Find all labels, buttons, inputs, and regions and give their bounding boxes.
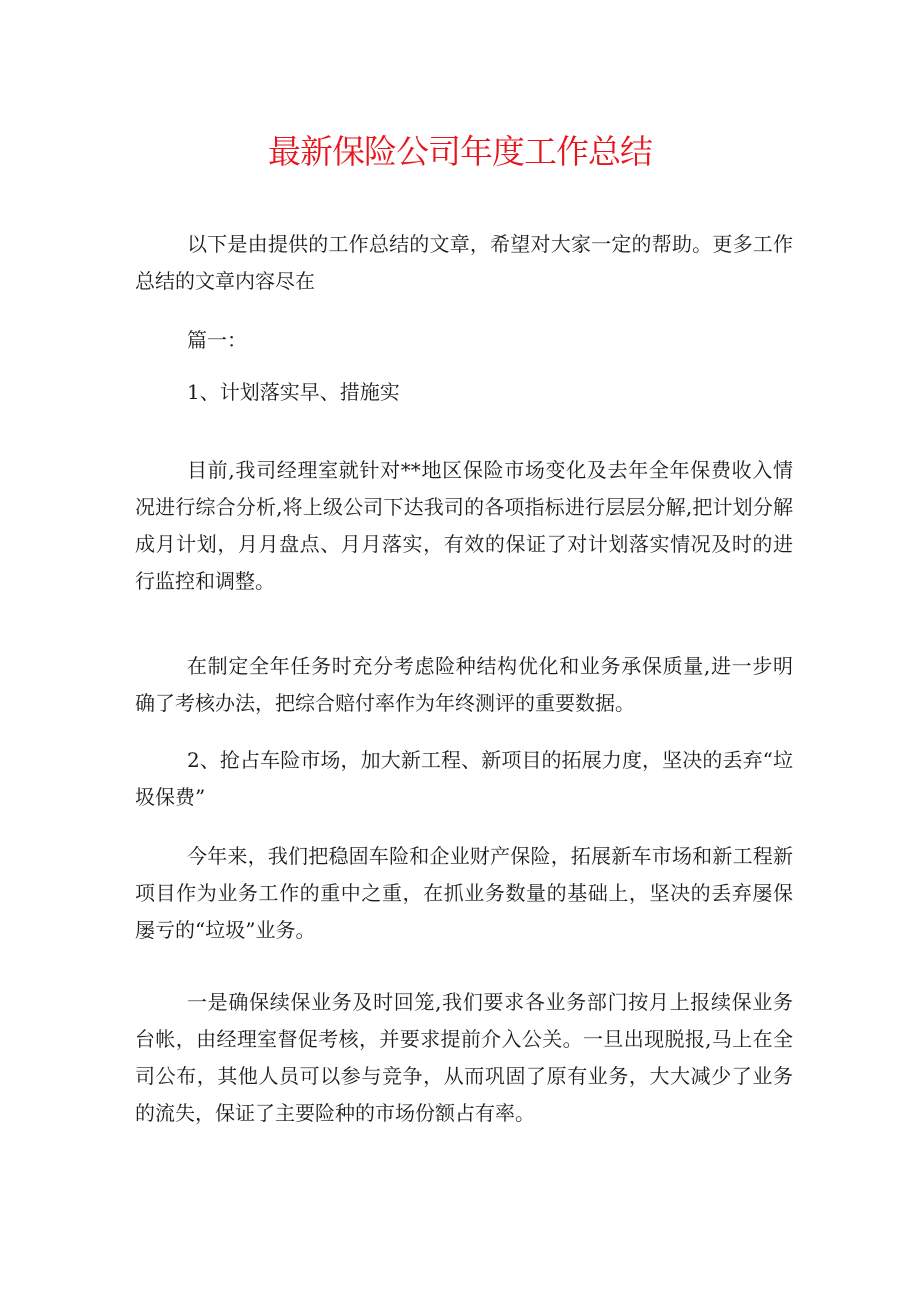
subheading-auto-insurance: 2、抢占车险市场，加大新工程、新项目的拓展力度，坚决的丢弃“垃圾保费”: [135, 748, 793, 809]
subheading-plan: 1、计划落实早、措施实: [187, 380, 400, 404]
document-title: 最新保险公司年度工作总结: [268, 132, 652, 171]
body-paragraph-renewal: 一是确保续保业务及时回笼,我们要求各业务部门按月上报续保业务台帐，由经理室督促考核，并要求提前介入公关。一旦出现脱报,马上在全司公布，其他人员可以参与竞争，从而巩固了原有业务，大大减少了业务的流失，保证了主要险种的市场份额占有率。: [135, 990, 793, 1125]
body-paragraph-plan: 目前,我司经理室就针对**地区保险市场变化及去年全年保费收入情况进行综合分析,将上级公司下达我司的各项指标进行层层分解,把计划分解成月计划，月月盘点、月月落实，有效的保证了对计划落实情况及时的进行监控和调整。: [135, 458, 793, 593]
section-heading-part-one: 篇一：: [187, 328, 247, 352]
body-paragraph-this-year: 今年来，我们把稳固车险和企业财产保险，拓展新车市场和新工程新项目作为业务工作的重中之重，在抓业务数量的基础上，坚决的丢弃屡保屡亏的“垃圾”业务。: [135, 844, 793, 942]
body-paragraph-task: 在制定全年任务时充分考虑险种结构优化和业务承保质量,进一步明确了考核办法，把综合赔付率作为年终测评的重要数据。: [135, 654, 793, 715]
intro-paragraph: 以下是由提供的工作总结的文章，希望对大家一定的帮助。更多工作总结的文章内容尽在: [135, 232, 793, 293]
